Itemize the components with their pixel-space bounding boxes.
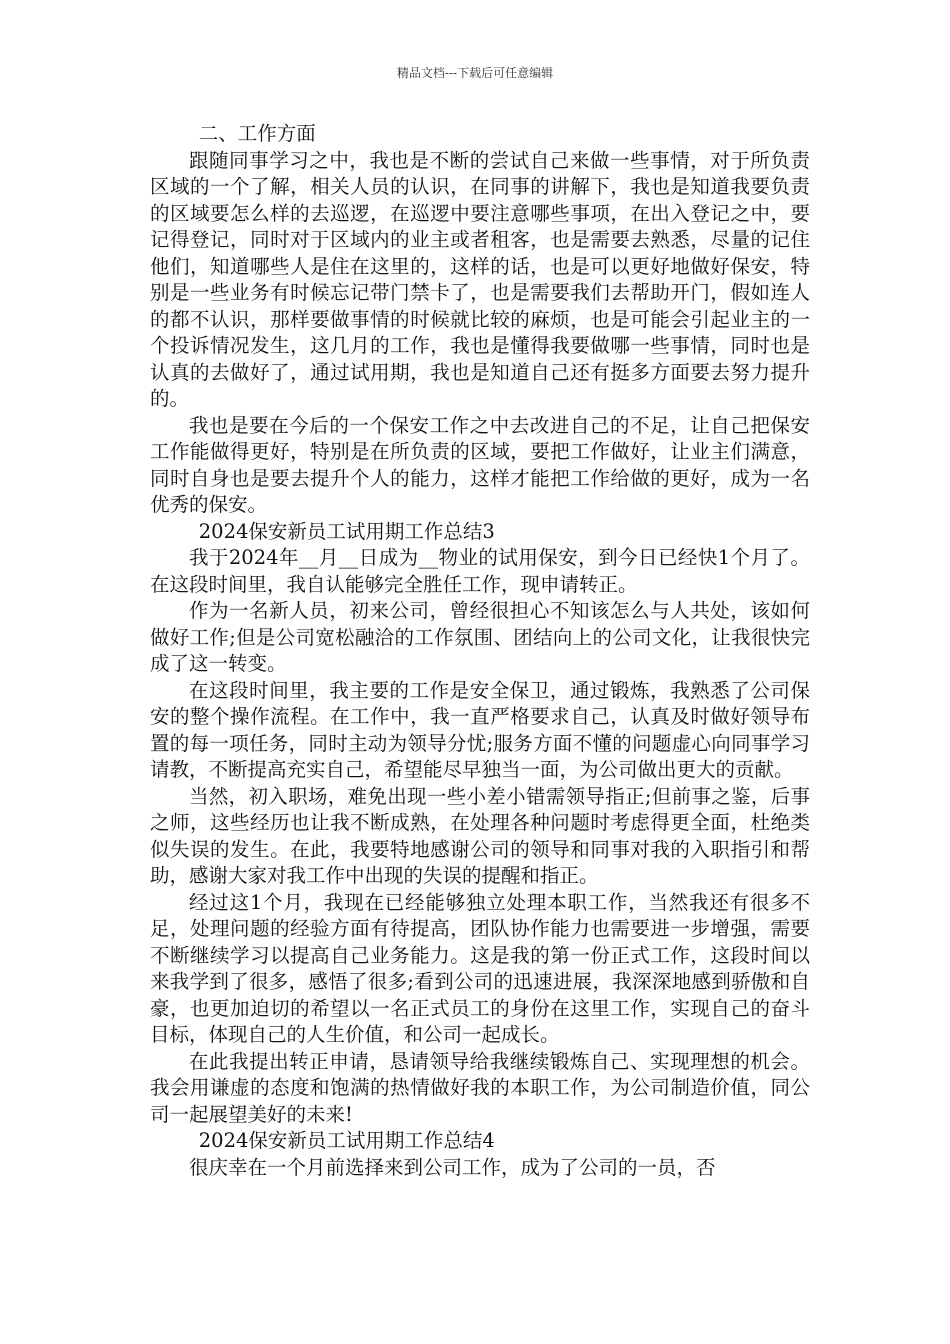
section-heading-work: 二、工作方面 (198, 122, 316, 145)
paragraph: 我也是要在今后的一个保安工作之中去改进自己的不足，让自己把保安工作能做得更好，特别是在所负责的区域，要把工作做好，让业主们满意，同时自身也是要去提升个人的能力，这样才能把工作给做的更好，成为一名优秀的保安。 (150, 413, 810, 516)
paragraph: 跟随同事学习之中，我也是不断的尝试自己来做一些事情，对于所负责区域的一个了解，相关人员的认识，在同事的讲解下，我也是知道我要负责的区域要怎么样的去巡逻，在巡逻中要注意哪些事项，在出入登记之中，要记得登记，同时对于区域内的业主或者租客，也是需要去熟悉，尽量的记住他们，知道哪些人是住在这里的，这样的话，也是可以更好地做好保安，特别是一些业务有时候忘记带门禁卡了，也是需要我们去帮助开门，假如连人的都不认识，那样要做事情的时候就比较的麻烦，也是可能会引起业主的一个投诉情况发生，这几月的工作，我也是懂得我要做哪一些事情，同时也是认真的去做好了，通过试用期，我也是知道自己还有挺多方面要去努力提升的。 (150, 148, 810, 410)
document-body (150, 121, 810, 1181)
paragraph: 在这段时间里，我主要的工作是安全保卫，通过锻炼，我熟悉了公司保安的整个操作流程。在工作中，我一直严格要求自己，认真及时做好领导布置的每一项任务，同时主动为领导分忧;服务方面不懂的问题虚心向同事学习请教，不断提高充实自己，希望能尽早独当一面，为公司做出更大的贡献。 (150, 678, 810, 781)
paragraph: 经过这1个月，我现在已经能够独立处理本职工作，当然我还有很多不足，处理问题的经验方面有待提高，团队协作能力也需要进一步增强，需要不断继续学习以提高自己业务能力。这是我的第一份正式工作，这段时间以来我学到了很多，感悟了很多;看到公司的迅速进展，我深深地感到骄傲和自豪，也更加迫切的希望以一名正式员工的身份在这里工作，实现自己的奋斗目标，体现自己的人生价值，和公司一起成长。 (150, 890, 810, 1046)
paragraph: 当然，初入职场，难免出现一些小差小错需领导指正;但前事之鉴，后事之师，这些经历也让我不断成熟，在处理各种问题时考虑得更全面，杜绝类似失误的发生。在此，我要特地感谢公司的领导和同事对我的入职指引和帮助，感谢大家对我工作中出现的失误的提醒和指正。 (150, 784, 810, 887)
paragraph: 在此我提出转正申请，恳请领导给我继续锻炼自己、实现理想的机会。我会用谦虚的态度和饱满的热情做好我的本职工作，为公司制造价值，同公司一起展望美好的未来! (150, 1049, 810, 1126)
section-heading-summary-4: 2024保安新员工试用期工作总结4 (198, 1129, 495, 1152)
paragraph: 作为一名新人员，初来公司，曾经很担心不知该怎么与人共处，该如何做好工作;但是公司宽松融洽的工作氛围、团结向上的公司文化，让我很快完成了这一转变。 (150, 599, 810, 675)
paragraph: 我于2024年__月__日成为__物业的试用保安，到今日已经快1个月了。在这段时间里，我自认能够完全胜任工作，现申请转正。 (150, 546, 810, 596)
section-heading-summary-3: 2024保安新员工试用期工作总结3 (198, 519, 495, 543)
page-header: 精品文档---下载后可任意编辑 (396, 66, 554, 80)
paragraph: 很庆幸在一个月前选择来到公司工作，成为了公司的一员，否 (189, 1155, 716, 1179)
